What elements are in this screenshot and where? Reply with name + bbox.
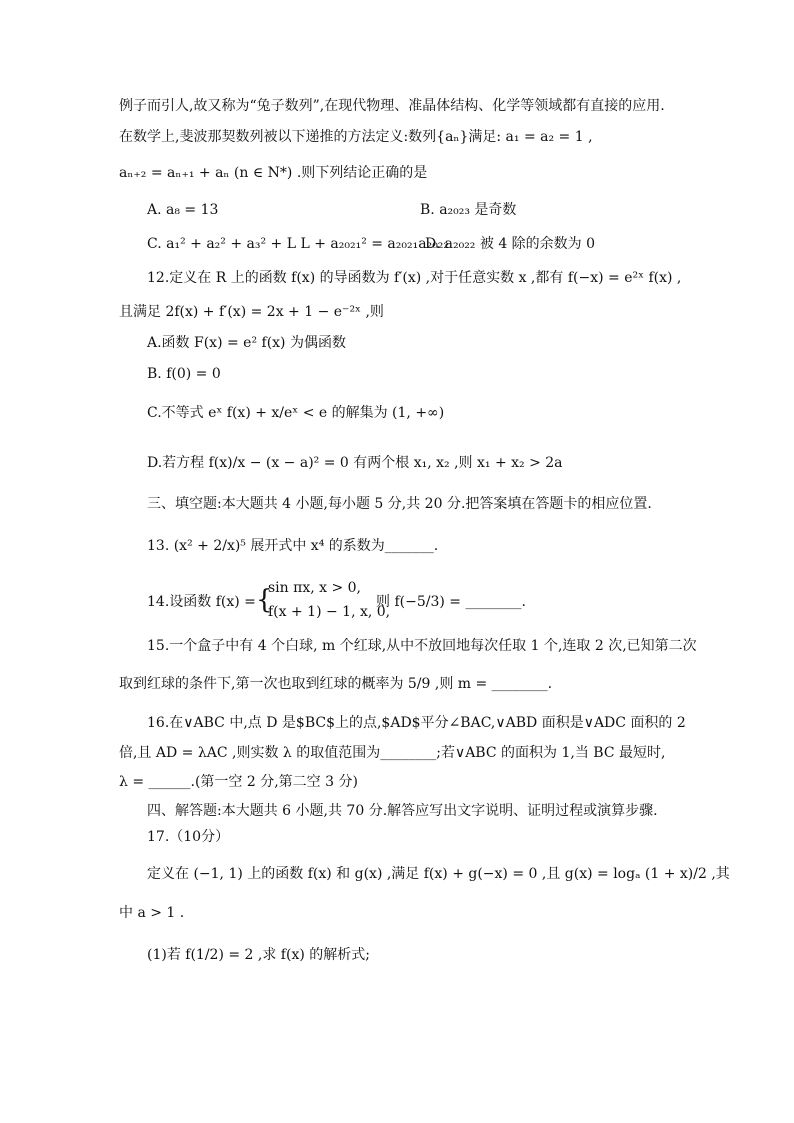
q14-prefix: 14.设函数 f(x) = [147,594,256,610]
intro-line-2: 在数学上,斐波那契数列被以下递推的方法定义:数列{aₙ}满足: a₁ = a₂ = 1 , [119,129,593,145]
q11-option-b: B. a₂₀₂₃ 是奇数 [420,202,517,218]
q17-part-1: (1)若 f(1/2) = 2 ,求 f(x) 的解析式; [147,947,370,963]
q17-header: 17.（10分） [147,829,230,845]
question-13: 13. (x² + 2/x)⁵ 展开式中 x⁴ 的系数为_______. [147,538,439,554]
q12-line-1: 12.定义在 R 上的函数 f(x) 的导函数为 f′(x) ,对于任意实数 x ,都有 f(−x) = e²ˣ f(x) , [147,270,682,286]
q12-option-b: B. f(0) = 0 [147,366,221,382]
q15-line-2: 取到红球的条件下,第一次也取到红球的概率为 5/9 ,则 m = ________. [119,676,553,692]
section-4-heading: 四、解答题:本大题共 6 小题,共 70 分.解答应写出文字说明、证明过程或演算步骤. [147,803,658,819]
q14-case-1: sin πx, x > 0, [268,580,362,596]
q17-line-1: 定义在 (−1, 1) 上的函数 f(x) 和 g(x) ,满足 f(x) + g(−x) = 0 ,且 g(x) = logₐ (1 + x)/2 ,其 [147,866,730,882]
q16-line-3: λ = ______.(第一空 2 分,第二空 3 分) [119,774,358,790]
q15-line-1: 15.一个盒子中有 4 个白球, m 个红球,从中不放回地每次任取 1 个,连取 2 次,已知第二次 [147,638,697,654]
intro-line-1: 例子而引人,故又称为“兔子数列”,在现代物理、准晶体结构、化学等领域都有直接的应用. [119,98,665,114]
q12-line-2: 且满足 2f(x) + f′(x) = 2x + 1 − e⁻²ˣ ,则 [119,304,384,320]
q14-suffix: 则 f(−5/3) = ________. [376,594,526,610]
q16-line-2: 倍,且 AD = λAC ,则实数 λ 的取值范围为________;若∨ABC 的面积为 1,当 BC 最短时, [119,745,666,761]
q14-case-2: f(x + 1) − 1, x, 0, [268,604,391,620]
q11-option-d: D. a₂₀₂₂ 被 4 除的余数为 0 [425,236,596,252]
q12-option-a: A.函数 F(x) = e² f(x) 为偶函数 [147,335,346,351]
section-3-heading: 三、填空题:本大题共 4 小题,每小题 5 分,共 20 分.把答案填在答题卡的相应位置. [147,496,652,512]
q11-option-c: C. a₁² + a₂² + a₃² + L L + a₂₀₂₁² = a₂₀₂₁a₂₀₂₂ [147,236,450,252]
q12-option-d: D.若方程 f(x)/x − (x − a)² = 0 有两个根 x₁, x₂ ,则 x₁ + x₂ > 2a [147,455,563,471]
q17-line-2: 中 a > 1 . [119,905,185,921]
q12-option-c: C.不等式 eˣ f(x) + x/eˣ < e 的解集为 (1, +∞) [147,405,445,421]
intro-line-3: aₙ₊₂ = aₙ₊₁ + aₙ (n ∈ N*) .则下列结论正确的是 [119,165,428,181]
q11-option-a: A. a₈ = 13 [147,202,219,218]
q16-line-1: 16.在∨ABC 中,点 D 是$BC$上的点,$AD$平分∠BAC,∨ABD 面积是∨ADC 面积的 2 [147,715,686,731]
q14-brace-icon: { [256,585,273,615]
